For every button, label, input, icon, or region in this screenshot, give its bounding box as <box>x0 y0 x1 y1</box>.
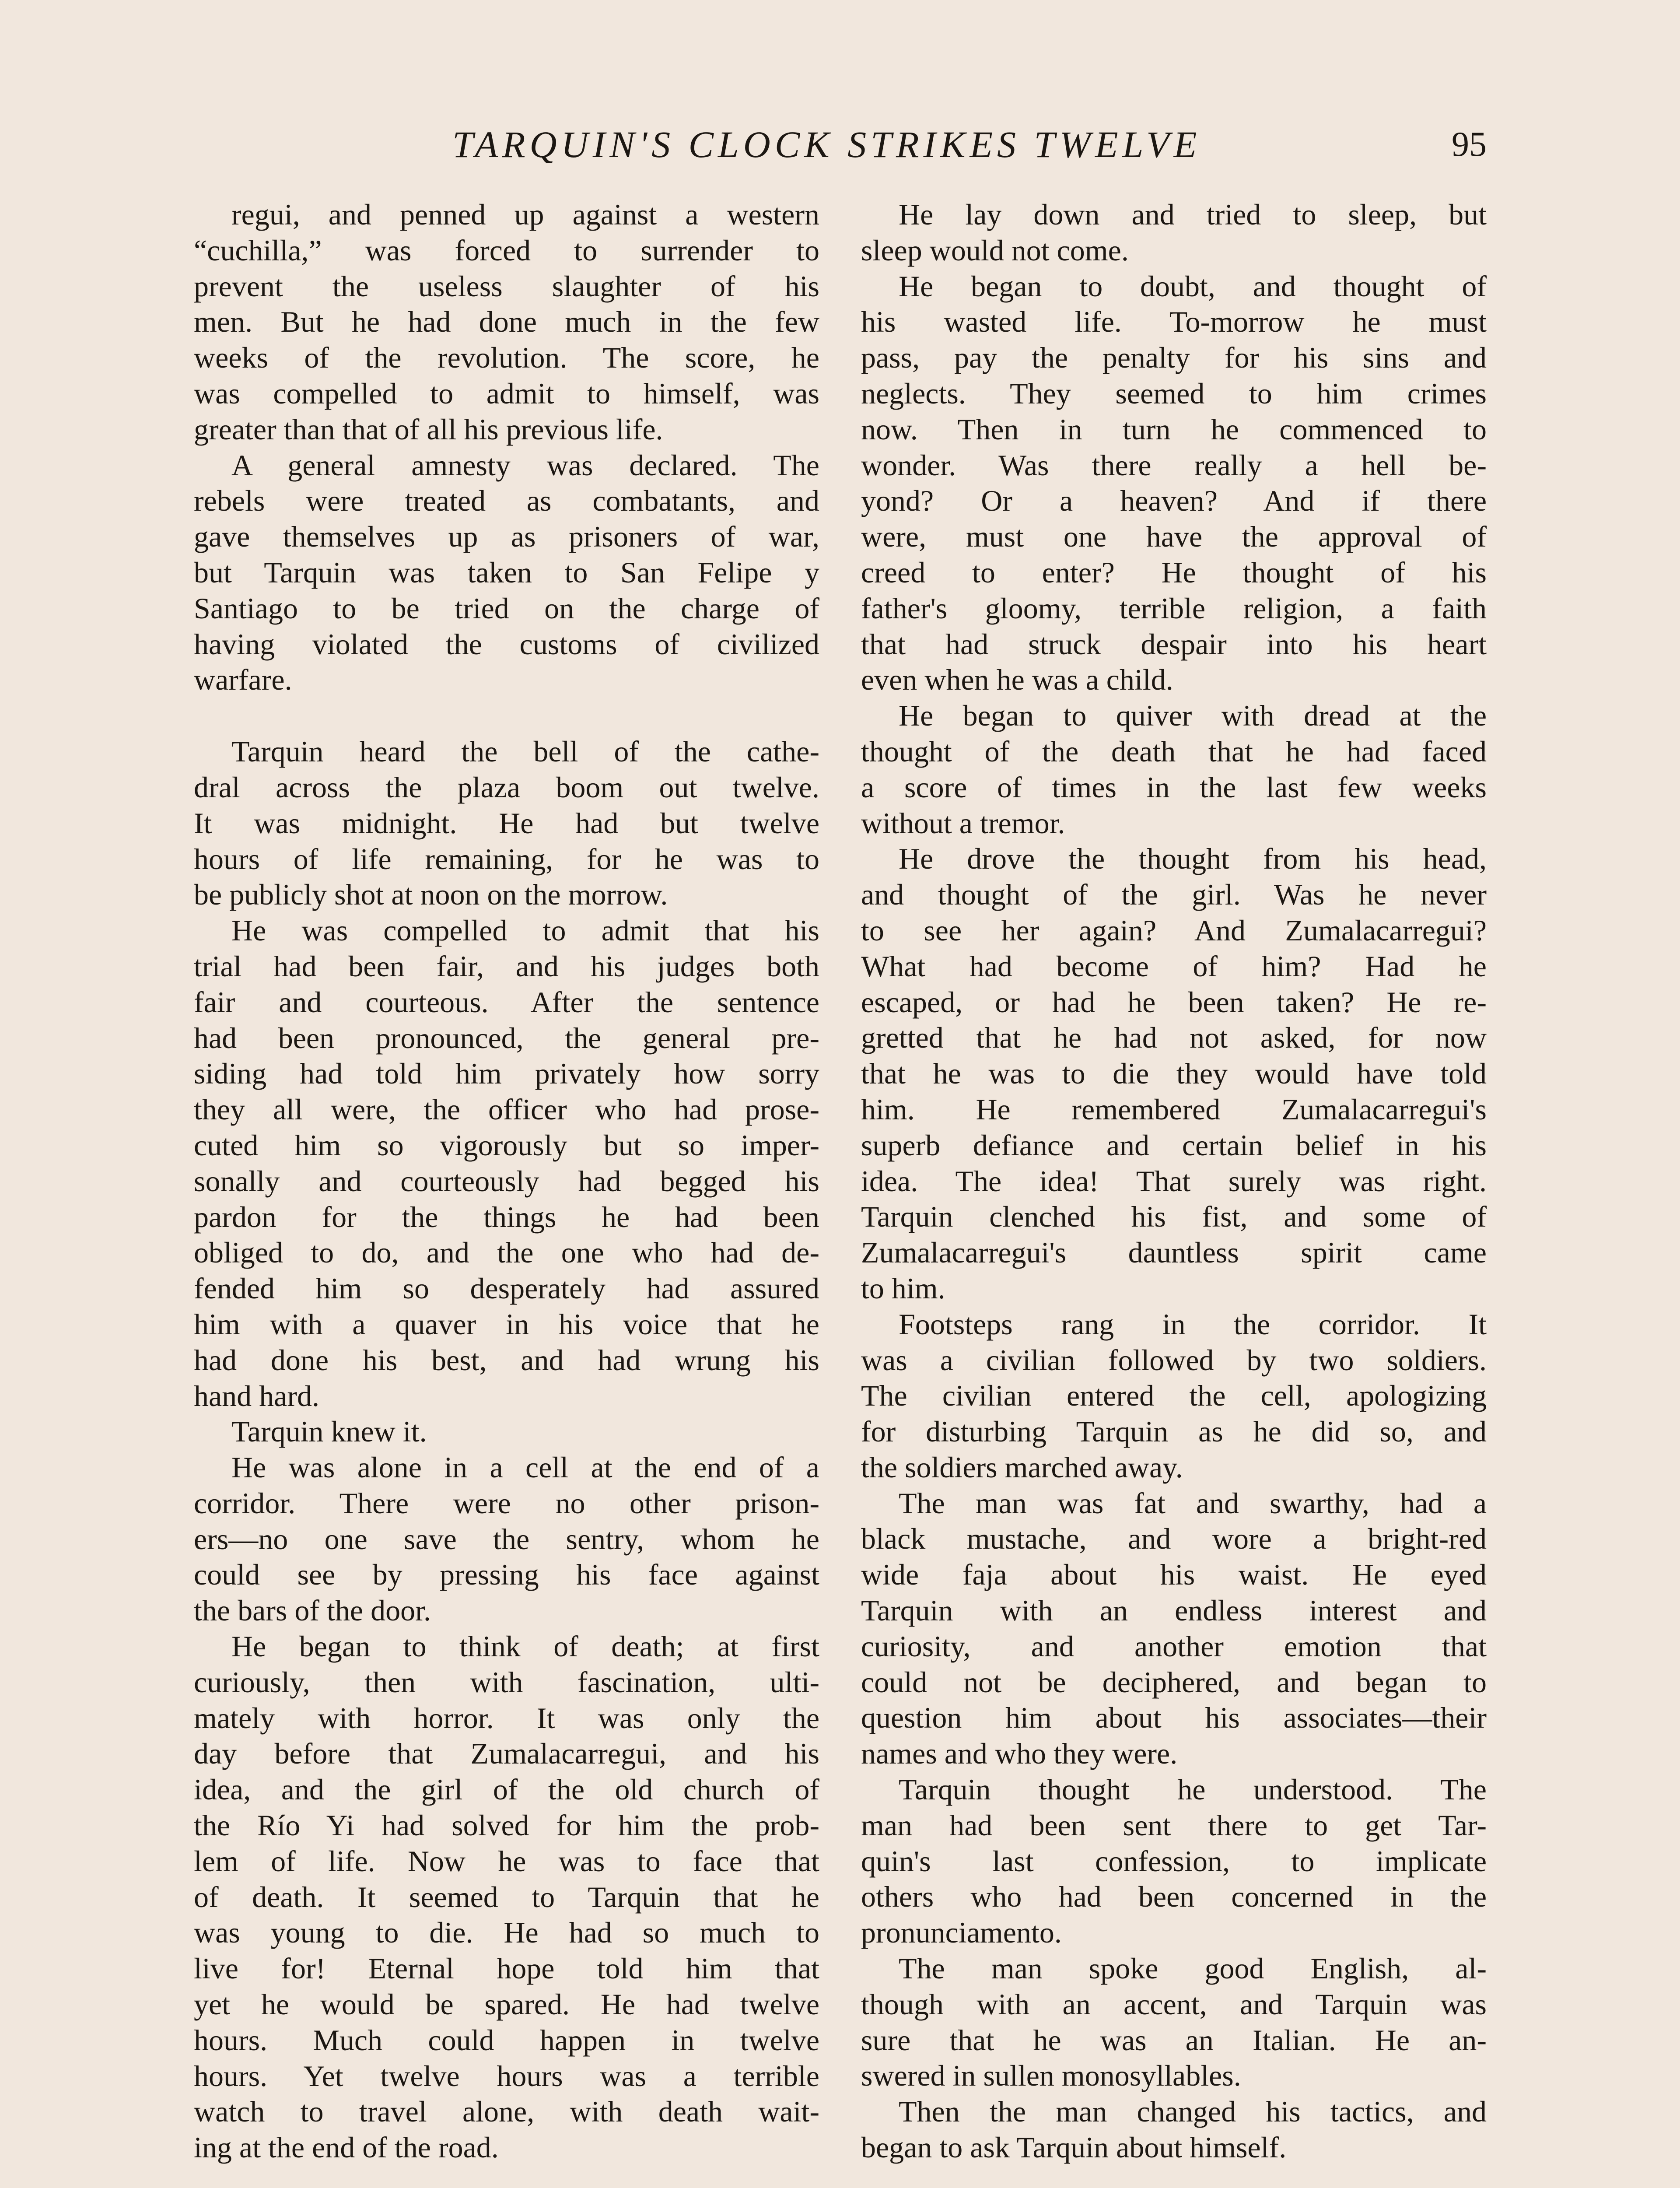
text-line: pronunciamento. <box>861 1916 1062 1950</box>
text-line: “cuchilla,” was forced to surrender to <box>194 233 819 267</box>
text-line: A general amnesty was declared. The <box>231 448 819 482</box>
text-line: they all were, the officer who had prose- <box>194 1093 819 1126</box>
text-line: creed to enter? He thought of his <box>861 555 1487 589</box>
text-line: swered in sullen monosyllables. <box>861 2059 1241 2093</box>
text-line: live for! Eternal hope told him that <box>194 1952 819 1985</box>
text-line: He was alone in a cell at the end of a <box>231 1451 819 1484</box>
text-line: He drove the thought from his head, <box>899 842 1487 876</box>
text-line: had done his best, and had wrung his <box>194 1343 819 1377</box>
text-line: him with a quaver in his voice that he <box>194 1307 819 1341</box>
paragraph <box>194 1414 819 1450</box>
text-line: What had become of him? Had he <box>861 949 1487 983</box>
text-line: curiosity, and another emotion that <box>861 1629 1487 1663</box>
text-line: were, must one have the approval of <box>861 520 1487 554</box>
text-line: that he was to die they would have told <box>861 1057 1487 1090</box>
text-line: hours. Yet twelve hours was a terrible <box>194 2059 819 2093</box>
text-line: was young to die. He had so much to <box>194 1916 819 1950</box>
text-line: wonder. Was there really a hell be- <box>861 448 1487 482</box>
text-line: without a tremor. <box>861 806 1065 840</box>
text-line: quin's last confession, to implicate <box>861 1844 1487 1878</box>
text-line: gave themselves up as prisoners of war, <box>194 520 819 554</box>
text-line: to see her again? And Zumalacarregui? <box>861 913 1487 947</box>
text-line: the Río Yi had solved for him the prob- <box>194 1809 819 1842</box>
text-line: gretted that he had not asked, for now <box>861 1021 1487 1055</box>
text-line: He began to quiver with dread at the <box>899 699 1487 733</box>
text-line: now. Then in turn he commenced to <box>861 412 1487 446</box>
text-line: pardon for the things he had been <box>194 1200 819 1234</box>
paragraph <box>194 913 819 1414</box>
text-line: He lay down and tried to sleep, but <box>899 198 1487 231</box>
text-line: yond? Or a heaven? And if there <box>861 484 1487 518</box>
text-line: the bars of the door. <box>194 1594 431 1627</box>
text-line: question him about his associates—their <box>861 1701 1487 1735</box>
page-number: 95 <box>1452 125 1487 164</box>
text-line: siding had told him privately how sorry <box>194 1057 819 1090</box>
text-line: man had been sent there to get Tar- <box>861 1808 1487 1842</box>
text-line: weeks of the revolution. The score, he <box>194 341 819 375</box>
text-line: He was compelled to admit that his <box>231 914 819 947</box>
paragraph <box>861 1772 1487 1951</box>
text-line: was a civilian followed by two soldiers. <box>861 1343 1487 1377</box>
text-line: could see by pressing his face against <box>194 1558 819 1592</box>
text-line: warfare. <box>194 663 292 697</box>
text-line: Tarquin knew it. <box>231 1415 427 1448</box>
paragraph <box>861 269 1487 698</box>
text-line: He began to think of death; at first <box>231 1630 819 1663</box>
text-line: sleep would not come. <box>861 233 1129 267</box>
text-line: Then the man changed his tactics, and <box>899 2095 1487 2128</box>
text-line: men. But he had done much in the few <box>194 305 819 339</box>
page-header <box>0 120 1680 168</box>
paragraph <box>861 1307 1487 1486</box>
text-line: rebels were treated as combatants, and <box>194 484 819 518</box>
text-line: began to ask Tarquin about himself. <box>861 2131 1287 2164</box>
running-title: TARQUIN'S CLOCK STRIKES TWELVE <box>452 123 1201 165</box>
text-line: thought of the death that he had faced <box>861 734 1487 768</box>
paragraph <box>861 698 1487 841</box>
text-line: had been pronounced, the general pre- <box>194 1021 819 1055</box>
text-line: Zumalacarregui's dauntless spirit came <box>861 1236 1487 1269</box>
text-line: obliged to do, and the one who had de- <box>194 1236 819 1269</box>
text-line: though with an accent, and Tarquin was <box>861 1987 1487 2021</box>
paragraph <box>861 841 1487 1306</box>
text-line: Footsteps rang in the corridor. It <box>899 1307 1487 1341</box>
text-line: the soldiers marched away. <box>861 1450 1183 1484</box>
paragraph <box>194 734 819 913</box>
right-column <box>861 197 1487 2166</box>
text-line: yet he would be spared. He had twelve <box>194 1988 819 2021</box>
text-line: greater than that of all his previous life. <box>194 412 663 446</box>
text-line: The civilian entered the cell, apologizing <box>861 1379 1487 1413</box>
paragraph <box>194 448 819 698</box>
text-line: idea, and the girl of the old church of <box>194 1773 819 1806</box>
text-line: him. He remembered Zumalacarregui's <box>861 1092 1487 1126</box>
paragraph <box>861 197 1487 269</box>
paragraph <box>194 197 819 448</box>
text-line: prevent the useless slaughter of his <box>194 269 819 303</box>
text-line: cuted him so vigorously but so imper- <box>194 1128 819 1162</box>
text-line: having violated the customs of civilized <box>194 627 819 661</box>
text-line: corridor. There were no other prison- <box>194 1486 819 1520</box>
text-line: fended him so desperately had assured <box>194 1272 819 1305</box>
text-line: hand hard. <box>194 1379 320 1413</box>
text-line: trial had been fair, and his judges both <box>194 949 819 983</box>
paragraph <box>861 1486 1487 1772</box>
text-line: Tarquin thought he understood. The <box>899 1773 1487 1806</box>
text-line: He began to doubt, and thought of <box>899 269 1487 303</box>
text-line: day before that Zumalacarregui, and his <box>194 1737 819 1771</box>
text-line: could not be deciphered, and began to <box>861 1665 1487 1699</box>
text-line: mately with horror. It was only the <box>194 1701 819 1735</box>
text-line: wide faja about his waist. He eyed <box>861 1558 1487 1592</box>
paragraph <box>194 1450 819 1629</box>
text-line: was compelled to admit to himself, was <box>194 376 819 410</box>
paragraph <box>861 1951 1487 2094</box>
text-line: his wasted life. To-morrow he must <box>861 305 1487 339</box>
text-line: be publicly shot at noon on the morrow. <box>194 878 668 912</box>
text-line: fair and courteous. After the sentence <box>194 985 819 1019</box>
text-line: pass, pay the penalty for his sins and <box>861 341 1487 375</box>
text-line: of death. It seemed to Tarquin that he <box>194 1880 819 1914</box>
text-line: Santiago to be tried on the charge of <box>194 591 819 625</box>
text-line: It was midnight. He had but twelve <box>194 806 819 840</box>
text-line: regui, and penned up against a western <box>231 198 819 231</box>
left-column <box>194 197 819 2166</box>
text-line: Tarquin clenched his fist, and some of <box>861 1200 1487 1234</box>
text-line: black mustache, and wore a bright-red <box>861 1522 1487 1556</box>
text-line: ers—no one save the sentry, whom he <box>194 1522 819 1556</box>
text-line: The man was fat and swarthy, had a <box>899 1486 1487 1520</box>
text-line: Tarquin with an endless interest and <box>861 1594 1487 1627</box>
paragraph <box>861 2094 1487 2166</box>
text-line: sonally and courteously had begged his <box>194 1164 819 1198</box>
text-line: and thought of the girl. Was he never <box>861 878 1487 912</box>
text-line: hours. Much could happen in twelve <box>194 2023 819 2057</box>
text-line: a score of times in the last few weeks <box>861 770 1487 804</box>
text-line: ing at the end of the road. <box>194 2131 499 2164</box>
text-line: names and who they were. <box>861 1737 1178 1771</box>
text-line: watch to travel alone, with death wait- <box>194 2095 819 2128</box>
text-line: neglects. They seemed to him crimes <box>861 376 1487 410</box>
text-line: sure that he was an Italian. He an- <box>861 2023 1487 2057</box>
text-line: Tarquin heard the bell of the cathe- <box>231 735 819 768</box>
text-line: but Tarquin was taken to San Felipe y <box>194 555 819 589</box>
text-line: superb defiance and certain belief in his <box>861 1128 1487 1162</box>
text-line: others who had been concerned in the <box>861 1880 1487 1914</box>
text-line: hours of life remaining, for he was to <box>194 842 819 876</box>
text-line: escaped, or had he been taken? He re- <box>861 985 1487 1019</box>
text-line: curiously, then with fascination, ulti- <box>194 1665 819 1699</box>
text-line: lem of life. Now he was to face that <box>194 1844 819 1878</box>
text-line: father's gloomy, terrible religion, a faith <box>861 591 1487 625</box>
text-line: that had struck despair into his heart <box>861 627 1487 661</box>
text-line: dral across the plaza boom out twelve. <box>194 770 819 804</box>
text-line: even when he was a child. <box>861 663 1173 697</box>
text-line: The man spoke good English, al- <box>899 1952 1487 1985</box>
text-line: to him. <box>861 1271 945 1305</box>
text-line: for disturbing Tarquin as he did so, and <box>861 1415 1487 1448</box>
paragraph <box>194 1629 819 2166</box>
text-line: idea. The idea! That surely was right. <box>861 1164 1487 1198</box>
